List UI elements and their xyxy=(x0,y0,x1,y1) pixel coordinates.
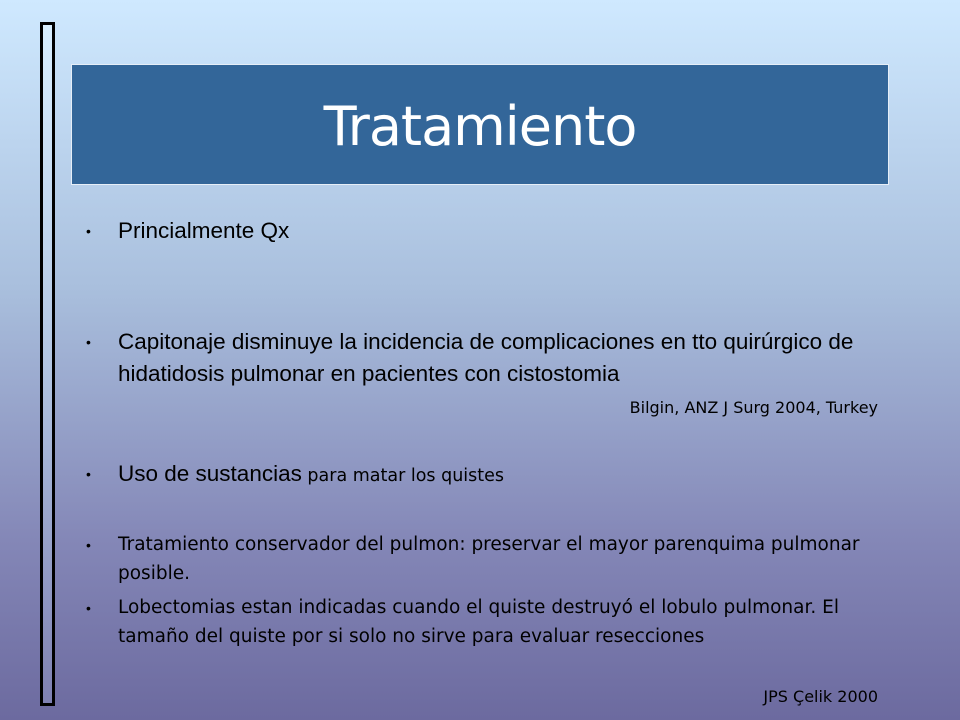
slide-title: Tratamiento xyxy=(323,94,637,158)
citation-celik: JPS Çelik 2000 xyxy=(763,687,878,706)
bullet-dot: • xyxy=(86,466,91,482)
bullet-item-2 xyxy=(86,326,876,390)
bullet-text-3-small: para matar los quistes xyxy=(301,466,505,486)
bullet-item-5 xyxy=(86,593,876,651)
bullet-dot: • xyxy=(86,334,91,350)
citation-bilgin: Bilgin, ANZ J Surg 2004, Turkey xyxy=(629,398,878,417)
bullet-dot: • xyxy=(86,537,91,553)
bullet-item-1 xyxy=(86,215,876,247)
bullet-text-3 xyxy=(118,458,876,492)
bullet-item-3 xyxy=(86,458,876,492)
title-banner xyxy=(71,64,889,185)
bullet-text-2: Capitonaje disminuye la incidencia de complicaciones en tto quirúrgico de hidatidosis pulmonar en pacientes con cistostomia xyxy=(118,329,854,386)
left-vertical-bar xyxy=(40,22,55,706)
bullet-text-5: Lobectomias estan indicadas cuando el quiste destruyó el lobulo pulmonar. El tamaño del quiste por si solo no sirve para evaluar resecciones xyxy=(118,597,839,647)
bullet-text-1: Princialmente Qx xyxy=(118,218,290,243)
bullet-dot: • xyxy=(86,600,91,616)
bullet-text-4: Tratamiento conservador del pulmon: preservar el mayor parenquima pulmonar posible. xyxy=(118,534,860,584)
bullet-dot: • xyxy=(86,223,91,239)
bullet-item-4 xyxy=(86,530,876,588)
bullet-text-3-main: Uso de sustancias xyxy=(118,461,302,486)
